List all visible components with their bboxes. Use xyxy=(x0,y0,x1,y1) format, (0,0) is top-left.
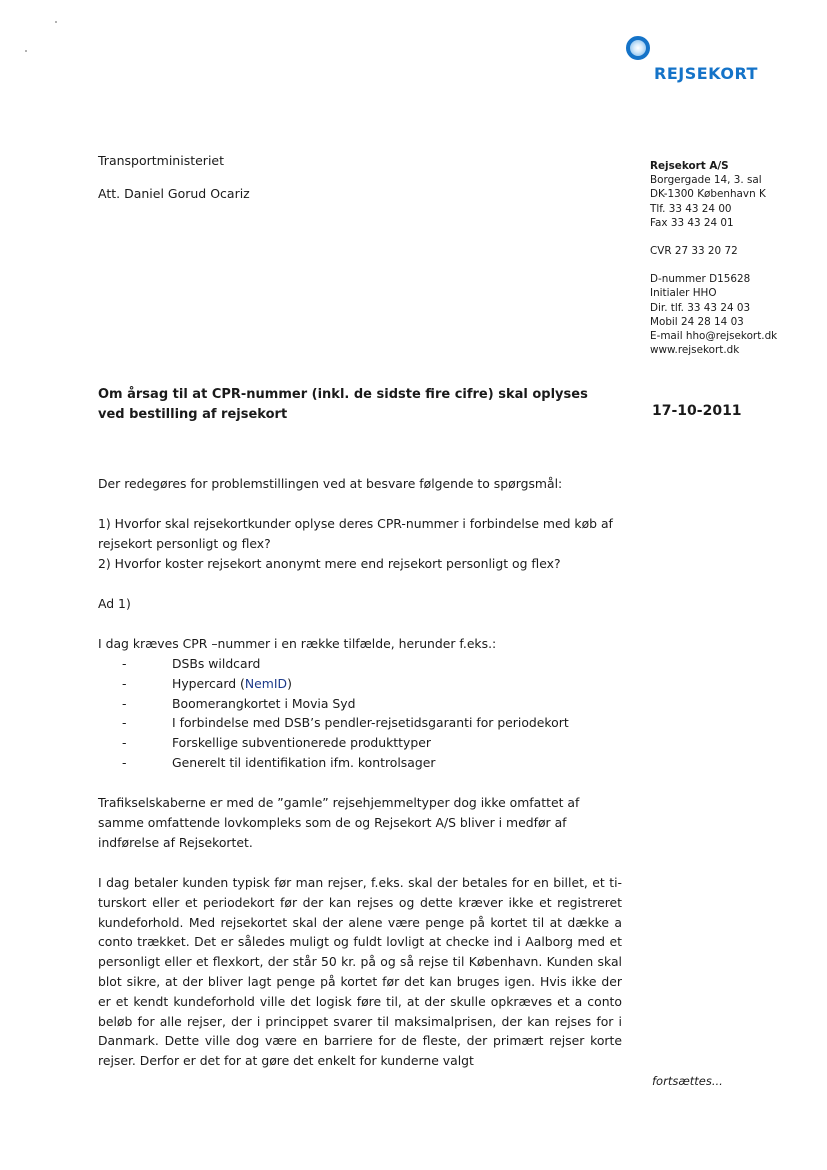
sender-website[interactable]: www.rejsekort.dk xyxy=(650,344,740,357)
sender-cvr: CVR 27 33 20 72 xyxy=(650,245,738,258)
recipient-attention: Att. Daniel Gorud Ocariz xyxy=(98,186,250,201)
ad1-heading: Ad 1) xyxy=(98,596,131,611)
bullet-dash: - xyxy=(122,695,127,711)
sender-address1: Borgergade 14, 3. sal xyxy=(650,174,762,187)
letter-date: 17-10-2011 xyxy=(652,403,742,419)
sender-address2: DK-1300 København K xyxy=(650,188,766,201)
body-intro xyxy=(98,474,628,494)
questions xyxy=(98,514,618,573)
rejsekort-logo-icon xyxy=(626,36,650,60)
list-intro-block xyxy=(98,634,628,654)
sender-block xyxy=(650,159,777,357)
ad1-heading-block xyxy=(98,594,628,614)
list-item-text: Boomerangkortet i Movia Syd xyxy=(172,695,356,711)
scan-artifact xyxy=(55,21,57,23)
bullet-dash: - xyxy=(122,754,127,770)
list-item xyxy=(122,753,569,773)
list-item-text: Forskellige subventionerede produkttyper xyxy=(172,735,431,751)
paragraph-1-block xyxy=(98,793,620,852)
list-item-text: Hypercard (NemID) xyxy=(172,675,292,691)
recipient-organization: Transportministeriet xyxy=(98,153,225,168)
list-item xyxy=(122,654,569,674)
sender-fax: Fax 33 43 24 01 xyxy=(650,216,734,229)
bullet-dash: - xyxy=(122,715,127,731)
list-item-text: DSBs wildcard xyxy=(172,656,261,671)
cpr-cases-list xyxy=(122,654,569,773)
bullet-dash: - xyxy=(122,735,127,751)
paragraph-2: I dag betaler kunden typisk før man rejser, f.eks. skal der betales for en billet, et ti-turskort eller et periodekort før der kan rejses og dette kræver ikke et registreret kundeforhold. Med rejsekortet skal der alene være penge på kortet til at dække a conto trækket. Det er således muligt og fuldt lovligt at checke ind i Aalborg med et personligt eller et flexkort, der står 50 kr. på og så rejse til København. Kunden skal blot sikre, at der bliver lagt penge på kortet før det kan bruges igen. Hvis ikke der er et kendt kundeforhold ville det logisk føre til, at der skulle opkræves et a conto beløb for alle rejser, der i princippet svarer til maksimalprisen, der kan rejses for i Danmark. Dette ville dog være en barriere for de fleste, der primært rejser korte rejser. Derfor er det for at gøre det enkelt for kunderne valgt xyxy=(98,875,622,1069)
sender-phone: Tlf. 33 43 24 00 xyxy=(650,202,732,215)
recipient-block xyxy=(98,153,250,219)
list-item xyxy=(122,674,569,694)
scan-artifact xyxy=(25,50,27,52)
intro-text: Der redegøres for problemstillingen ved at besvare følgende to spørgsmål: xyxy=(98,476,563,491)
sender-direct-phone: Dir. tlf. 33 43 24 03 xyxy=(650,301,751,314)
nemid-link[interactable]: NemID xyxy=(244,675,288,691)
list-intro: I dag kræves CPR –nummer i en række tilfælde, herunder f.eks.: xyxy=(98,636,497,651)
bullet-dash: - xyxy=(122,656,127,671)
paragraph-2-block xyxy=(98,873,622,1071)
list-item-text: Generelt til identifikation ifm. kontrolsager xyxy=(172,754,436,770)
sender-mobile: Mobil 24 28 14 03 xyxy=(650,315,744,328)
list-item xyxy=(122,713,569,733)
sender-initials: Initialer HHO xyxy=(650,287,717,300)
sender-email[interactable]: E-mail hho@rejsekort.dk xyxy=(650,330,778,343)
bullet-dash: - xyxy=(122,675,127,691)
list-item xyxy=(122,733,569,753)
list-item xyxy=(122,694,569,714)
continues-note: fortsættes... xyxy=(652,1074,723,1088)
logo-text: REJSEKORT xyxy=(654,64,758,83)
letter-subject: Om årsag til at CPR-nummer (inkl. de sidste fire cifre) skal oplyses ved bestilling af rejsekort xyxy=(98,387,588,422)
question-1: 1) Hvorfor skal rejsekortkunder oplyse deres CPR-nummer i forbindelse med køb af rejsekort personligt og flex? xyxy=(98,516,613,551)
list-item-text: I forbindelse med DSB’s pendler-rejsetidsgaranti for periodekort xyxy=(172,715,569,731)
sender-company: Rejsekort A/S xyxy=(650,160,729,172)
paragraph-1: Trafikselskaberne er med de ”gamle” rejsehjemmeltyper dog ikke omfattet af samme omfattende lovkompleks som de og Rejsekort A/S bliver i medfør af indførelse af Rejsekortet. xyxy=(98,795,580,850)
sender-d-number: D-nummer D15628 xyxy=(650,273,751,286)
question-2: 2) Hvorfor koster rejsekort anonymt mere end rejsekort personligt og flex? xyxy=(98,555,561,571)
